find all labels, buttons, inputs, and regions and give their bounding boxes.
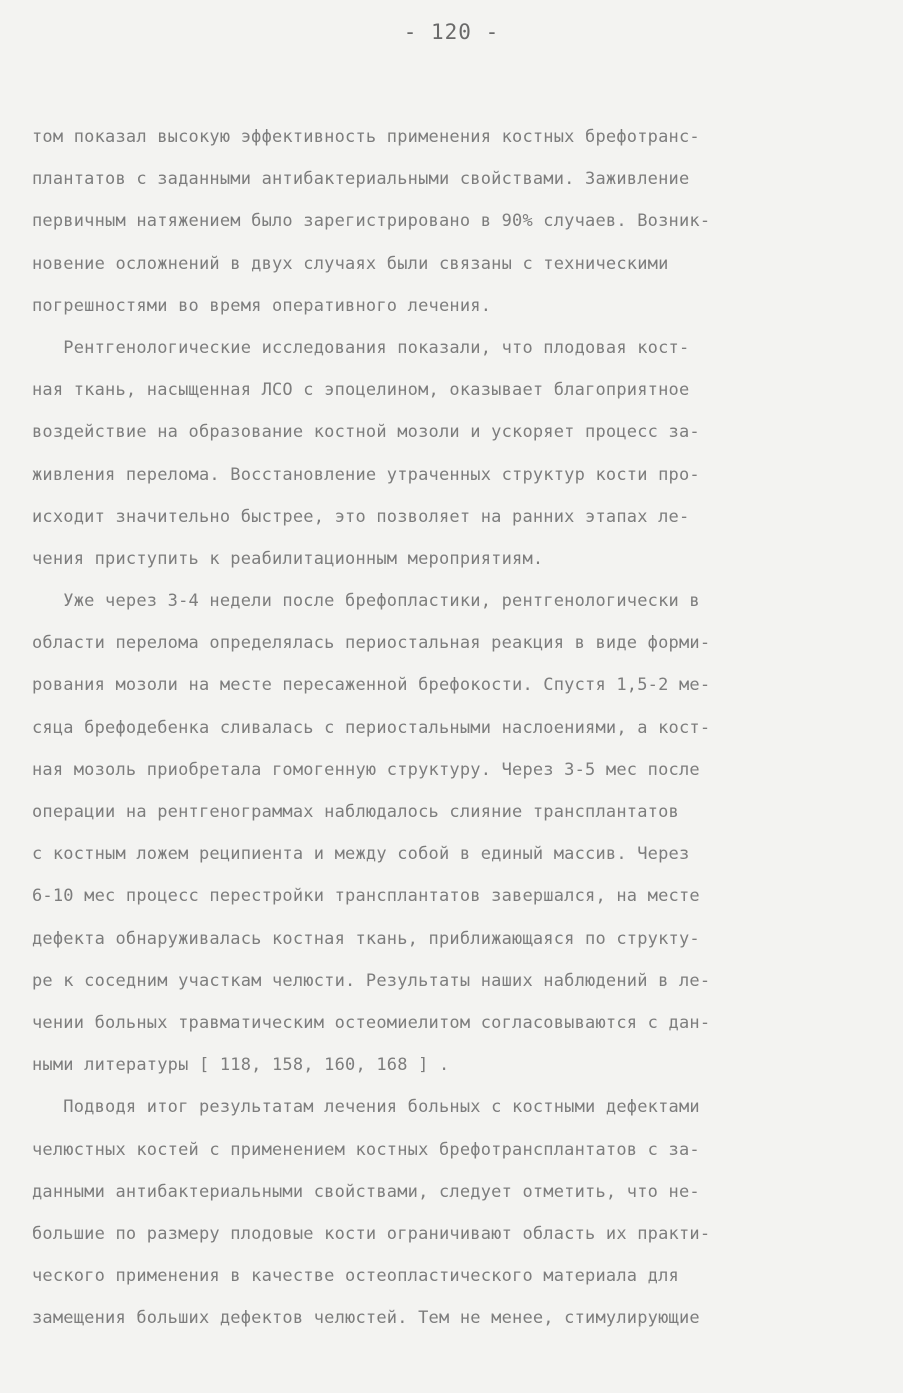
text-line: Рентгенологические исследования показали, что плодовая кост- (32, 337, 690, 358)
text-line: ческого применения в качестве остеопластического материала для (32, 1266, 679, 1287)
text-line: плантатов с заданными антибактериальными свойствами. Заживление (32, 169, 690, 190)
text-line: с костным ложем реципиента и между собой в единый массив. Через (32, 844, 690, 865)
text-line: погрешностями во время оперативного лечения. (32, 295, 492, 316)
text-line: области перелома определялась периостальная реакция в виде форми- (32, 633, 711, 654)
text-line: чения приступить к реабилитационным мероприятиям. (32, 548, 544, 569)
text-line: замещения больших дефектов челюстей. Тем не менее, стимулирующие (32, 1308, 700, 1329)
text-line: челюстных костей с применением костных брефотрансплантатов с за- (32, 1139, 700, 1160)
text-line: дефекта обнаруживалась костная ткань, приближающаяся по структу- (32, 928, 700, 949)
text-line: ными литературы [ 118, 158, 160, 168 ] . (32, 1055, 450, 1076)
text-line: воздействие на образование костной мозоли и ускоряет процесс за- (32, 422, 700, 443)
text-line: том показал высокую эффективность применения костных брефотранс- (32, 127, 700, 147)
text-line: данными антибактериальными свойствами, следует отметить, что не- (32, 1181, 700, 1202)
text-line: Уже через 3-4 недели после брефопластики, рентгенологически в (32, 591, 700, 612)
text-line: 6-10 мес процесс перестройки трансплантатов завершался, на месте (32, 886, 700, 907)
text-line: сяца брефодебенка сливалась с периостальными наслоениями, а кост- (32, 717, 711, 738)
text-line: рования мозоли на месте пересаженной брефокости. Спустя 1,5-2 ме- (32, 675, 711, 696)
text-line: ре к соседним участкам челюсти. Результаты наших наблюдений в ле- (32, 970, 711, 991)
text-line: большие по размеру плодовые кости ограничивают область их практи- (32, 1223, 711, 1244)
text-line: первичным натяжением было зарегистрировано в 90% случаев. Возник- (32, 211, 711, 232)
text-line: Подводя итог результатам лечения больных с костными дефектами (32, 1097, 700, 1118)
text-line: живления перелома. Восстановление утраченных структур кости про- (32, 464, 700, 485)
text-line: операции на рентгенограммах наблюдалось слияние трансплантатов (32, 802, 679, 822)
body-text (32, 116, 872, 1339)
text-line: ная мозоль приобретала гомогенную структуру. Через 3-5 мес после (32, 759, 700, 780)
text-line: ная ткань, насыщенная ЛСО с эпоцелином, оказывает благоприятное (32, 380, 690, 401)
text-line: чении больных травматическим остеомиелитом согласовываются с дан- (32, 1012, 711, 1033)
text-line: исходит значительно быстрее, это позволяет на ранних этапах ле- (32, 506, 690, 527)
page-number: - 120 - (403, 20, 500, 44)
text-line: новение осложнений в двух случаях были связаны с техническими (32, 253, 669, 274)
